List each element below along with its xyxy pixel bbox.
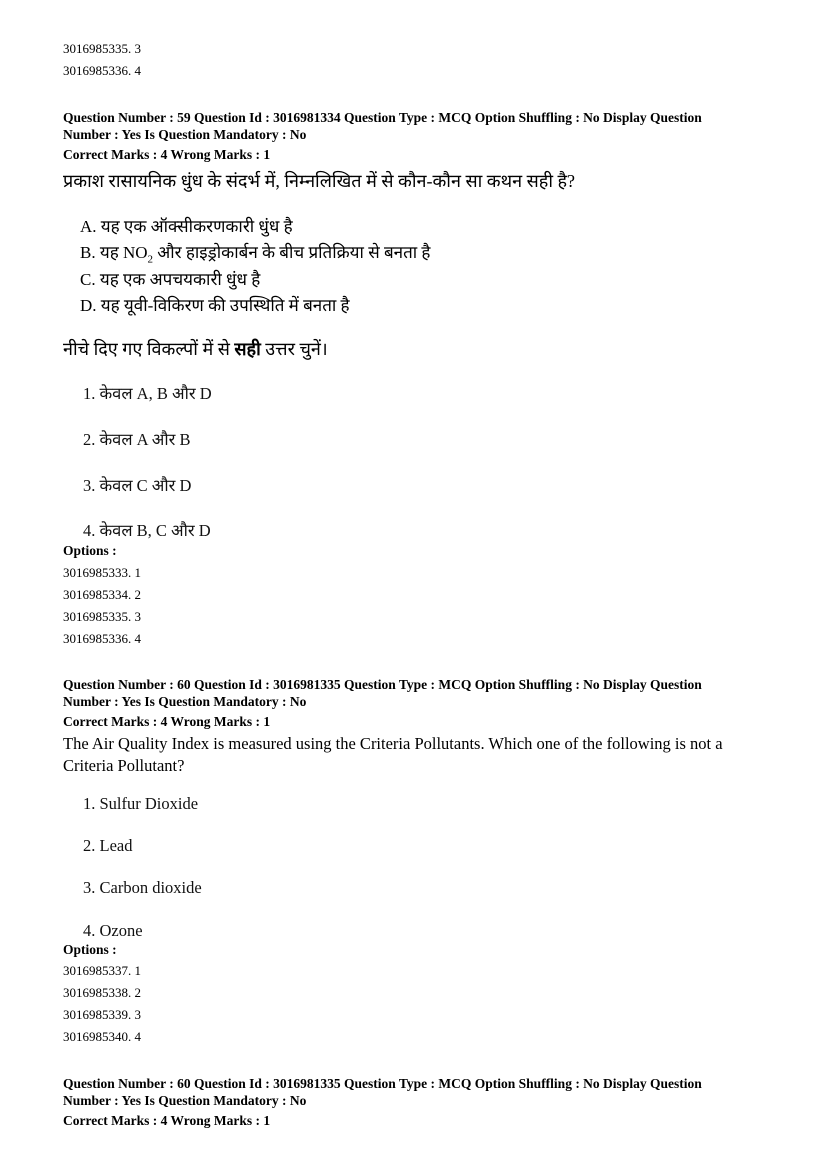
answer-choice: 2. केवल A और B xyxy=(83,430,191,449)
option-id-line: 3016985336. 4 xyxy=(63,63,141,78)
option-id-line: 3016985338. 2 xyxy=(63,985,141,1000)
question-meta-line: Number : Yes Is Question Mandatory : No xyxy=(63,127,307,142)
answer-choice: 1. केवल A, B और D xyxy=(83,384,212,403)
statement-a: A. यह एक ऑक्सीकरणकारी धुंध है xyxy=(80,217,293,236)
options-label: Options : xyxy=(63,543,117,558)
option-id-line: 3016985336. 4 xyxy=(63,631,141,646)
answer-choice: 1. Sulfur Dioxide xyxy=(83,794,199,813)
question-meta-line: Question Number : 59 Question Id : 3016981334 Question Type : MCQ Option Shuffling : No Display Question xyxy=(63,110,702,125)
statement-d: D. यह यूवी-विकिरण की उपस्थिति में बनता है xyxy=(80,296,350,315)
option-id-line: 3016985333. 1 xyxy=(63,565,141,580)
question-meta-line: Number : Yes Is Question Mandatory : No xyxy=(63,1093,307,1108)
option-id-line: 3016985340. 4 xyxy=(63,1029,141,1044)
question-meta-line: Question Number : 60 Question Id : 3016981335 Question Type : MCQ Option Shuffling : No Display Question xyxy=(63,1076,702,1091)
answer-choice: 4. Ozone xyxy=(83,921,143,940)
statement-c: C. यह एक अपचयकारी धुंध है xyxy=(80,270,261,289)
option-id-line: 3016985335. 3 xyxy=(63,41,141,56)
answer-choice: 3. केवल C और D xyxy=(83,476,192,495)
answer-choice: 3. Carbon dioxide xyxy=(83,878,202,897)
question-marks: Correct Marks : 4 Wrong Marks : 1 xyxy=(63,714,271,729)
question-marks: Correct Marks : 4 Wrong Marks : 1 xyxy=(63,147,271,162)
option-id-line: 3016985335. 3 xyxy=(63,609,141,624)
statement-b: B. यह $NO_2$ और हाइड्रोकार्बन के बीच प्रतिक्रिया से बनता है xyxy=(80,243,431,266)
instruction-text: नीचे दिए गए विकल्पों में से सही उत्तर चुनें। xyxy=(63,339,328,359)
answer-choice: 2. Lead xyxy=(83,836,133,855)
options-label: Options : xyxy=(63,942,117,957)
option-id-line: 3016985337. 1 xyxy=(63,963,141,978)
question-text: The Air Quality Index is measured using the Criteria Pollutants. Which one of the following is not a Criteria Pollutant? xyxy=(63,734,723,775)
question-meta-line: Question Number : 60 Question Id : 3016981335 Question Type : MCQ Option Shuffling : No Display Question xyxy=(63,677,702,692)
question-meta-line: Number : Yes Is Question Mandatory : No xyxy=(63,694,307,709)
option-id-line: 3016985334. 2 xyxy=(63,587,141,602)
option-id-line: 3016985339. 3 xyxy=(63,1007,141,1022)
question-text: प्रकाश रासायनिक धुंध के संदर्भ में, निम्नलिखित में से कौन-कौन सा कथन सही है? xyxy=(63,171,576,191)
answer-choice: 4. केवल B, C और D xyxy=(83,521,211,540)
question-marks: Correct Marks : 4 Wrong Marks : 1 xyxy=(63,1113,271,1128)
